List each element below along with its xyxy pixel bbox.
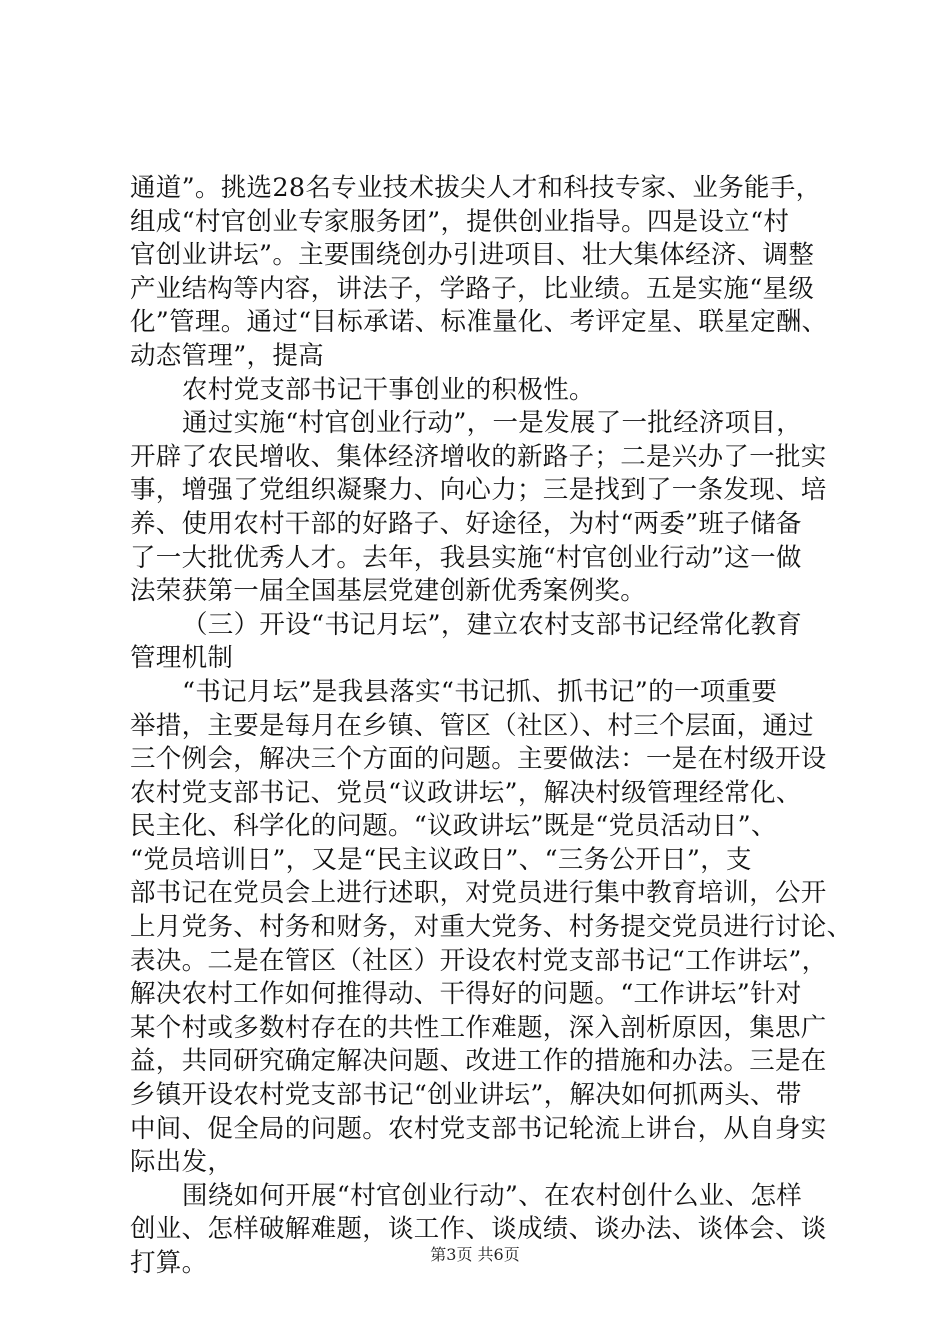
text-line: “党员培训日”，又是“民主议政日”、“三务公开日”，支 xyxy=(130,844,752,875)
text-line: 法荣获第一届全国基层党建创新优秀案例奖。 xyxy=(130,576,647,607)
text-line: 产业结构等内容，讲法子，学路子，比业绩。五是实施“星级 xyxy=(130,273,815,304)
text-line: 通道”。挑选28名专业技术拔尖人才和科技专家、业务能手， xyxy=(130,173,822,203)
paragraph-start: 农村党支部书记干事创业的积极性。 xyxy=(182,374,595,405)
text-line: 某个村或多数村存在的共性工作难题，深入剖析原因，集思广 xyxy=(130,1012,827,1043)
text-line: 益，共同研究确定解决问题、改进工作的措施和办法。三是在 xyxy=(130,1046,827,1077)
body-text xyxy=(130,172,853,1281)
text-line: 举措，主要是每月在乡镇、管区（社区）、村三个层面，通过 xyxy=(130,710,814,741)
text-line: 化”管理。通过“目标承诺、标准量化、考评定星、联星定酬、 xyxy=(130,307,828,338)
paragraph-start: “书记月坛”是我县落实“书记抓、抓书记”的一项重要 xyxy=(182,676,778,707)
text-line: 三个例会，解决三个方面的问题。主要做法：一是在村级开设 xyxy=(130,744,827,775)
text-line: 民主化、科学化的问题。“议政讲坛”既是“党员活动日”、 xyxy=(130,811,777,842)
text-line: 了一大批优秀人才。去年，我县实施“村官创业行动”这一做 xyxy=(130,542,802,573)
text-line: 乡镇开设农村党支部书记“创业讲坛”，解决如何抓两头、带 xyxy=(130,1080,802,1111)
text-line: 官创业讲坛”。主要围绕创办引进项目、壮大集体经济、调整 xyxy=(130,240,815,271)
text-line: 表决。二是在管区（社区）开设农村党支部书记“工作讲坛”， xyxy=(130,945,828,976)
text-line: 组成“村官创业专家服务团”，提供创业指导。四是设立“村 xyxy=(130,206,790,237)
section-heading-continued: 管理机制 xyxy=(130,643,234,674)
text-line: 打算。 xyxy=(130,1248,208,1278)
text-line: 解决农村工作如何推得动、干得好的问题。“工作讲坛”针对 xyxy=(130,979,802,1010)
paragraph-start: 通过实施“村官创业行动”，一是发展了一批经济项目， xyxy=(182,408,803,439)
text-line: 际出发， xyxy=(130,1147,234,1178)
text-line: 创业、怎样破解难题，谈工作、谈成绩、谈办法、谈体会、谈 xyxy=(130,1214,827,1245)
section-heading: （三）开设“书记月坛”，建立农村支部书记经常化教育 xyxy=(182,609,803,640)
text-line: 中间、促全局的问题。农村党支部书记轮流上讲台，从自身实 xyxy=(130,1113,827,1144)
text-line: 开辟了农民增收、集体经济增收的新路子；二是兴办了一批实 xyxy=(130,441,827,472)
text-line: 动态管理”，提高 xyxy=(130,340,324,371)
text-line: 事，增强了党组织凝聚力、向心力；三是找到了一条发现、培 xyxy=(130,475,827,506)
text-line: 养、使用农村干部的好路子、好途径，为村“两委”班子储备 xyxy=(130,508,802,539)
text-line: 部书记在党员会上进行述职，对党员进行集中教育培训，公开 xyxy=(130,878,827,909)
text-line: 农村党支部书记、党员“议政讲坛”，解决村级管理经常化、 xyxy=(130,777,802,808)
paragraph-start: 围绕如何开展“村官创业行动”、在农村创什么业、怎样 xyxy=(182,1180,803,1211)
page-number: 第3页 共6页 xyxy=(430,1245,520,1264)
page-footer xyxy=(0,1245,950,1265)
text-line: 上月党务、村务和财务，对重大党务、村务提交党员进行讨论、 xyxy=(130,912,853,943)
